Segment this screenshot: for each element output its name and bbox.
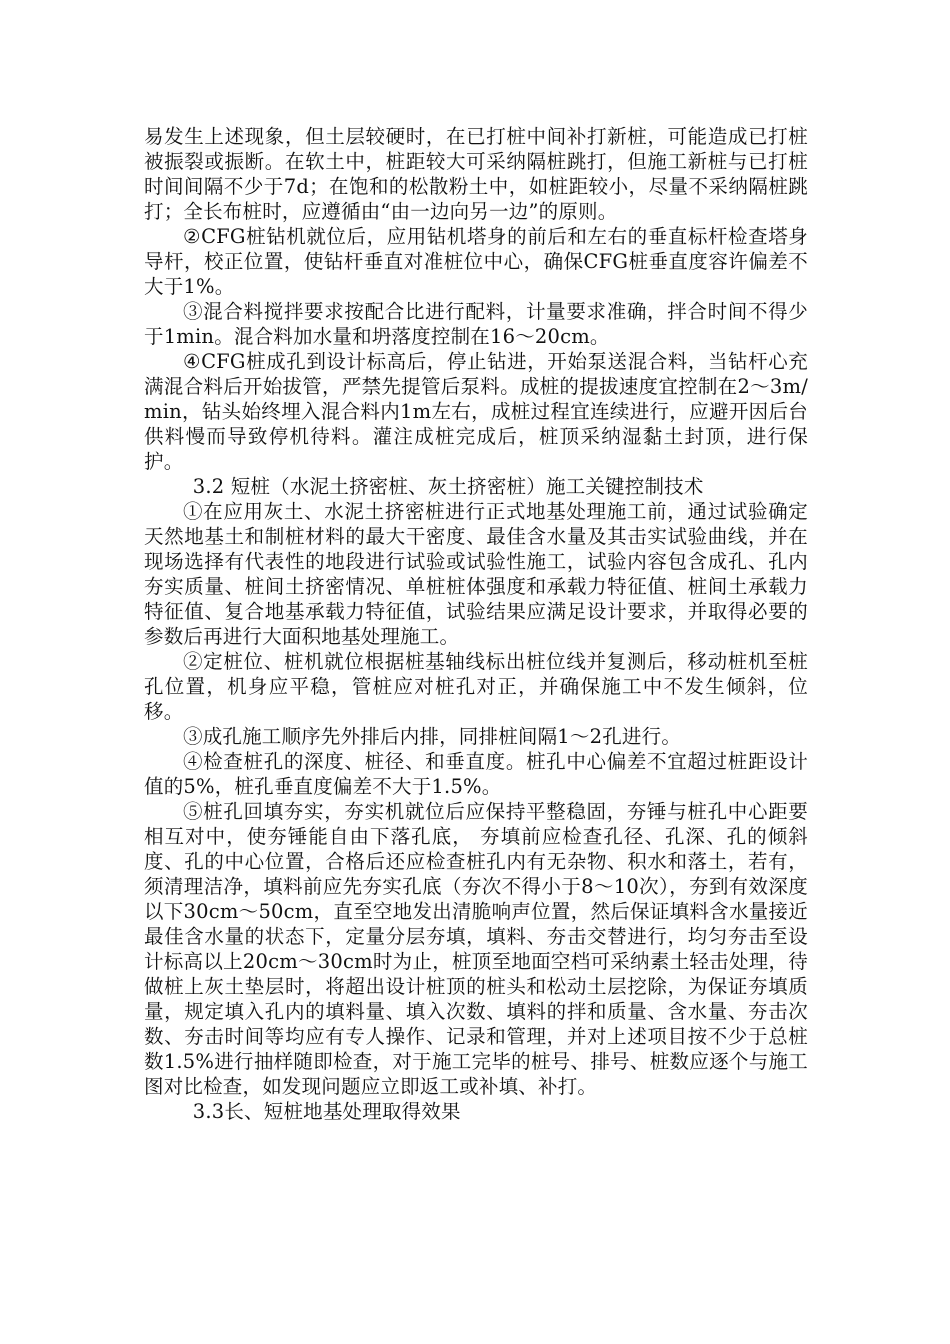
paragraph-item-2: ②CFG桩钻机就位后，应用钻机塔身的前后和左右的垂直标杆检查塔身导杆，校正位置，使钻杆垂直对准桩位中心，确保CFG桩垂直度容许偏差不大于1%。 (144, 225, 808, 298)
section-heading-3-2: 3.2 短桩（水泥土挤密桩、灰土挤密桩）施工关键控制技术 (192, 475, 704, 498)
document-body (144, 124, 808, 1124)
paragraph-item-1: ①在应用灰土、水泥土挤密桩进行正式地基处理施工前，通过试验确定天然地基土和制桩材料的最大干密度、最佳含水量及其击实试验曲线，并在现场选择有代表性的地段进行试验或试验性施工，试验内容包含成孔、孔内夯实质量、桩间土挤密情况、单桩桩体强度和承载力特征值、桩间土承载力特征值、复合地基承载力特征值，试验结果应满足设计要求，并取得必要的参数后再进行大面积地基处理施工。 (144, 500, 808, 648)
paragraph-item-4: ④CFG桩成孔到设计标高后，停止钻进，开始泵送混合料，当钻杆心充满混合料后开始拔管，严禁先提管后泵料。成桩的提拔速度宜控制在2～3m/min，钻头始终埋入混合料内1m左右，成桩过程宜连续进行，应避开因后台供料慢而导致停机待料。灌注成桩完成后，桩顶采纳湿黏土封顶，进行保护。 (144, 350, 808, 473)
paragraph-continuation: 易发生上述现象，但土层较硬时，在已打桩中间补打新桩，可能造成已打桩被振裂或振断。在软土中，桩距较大可采纳隔桩跳打，但施工新桩与已打桩时间间隔不少于7d；在饱和的松散粉土中，如桩距较小，尽量不采纳隔桩跳打；全长布桩时，应遵循由“由一边向另一边”的原则。 (144, 125, 808, 223)
paragraph-item-2b: ②定桩位、桩机就位根据桩基轴线标出桩位线并复测后，移动桩机至桩孔位置，机身应平稳，管桩应对桩孔对正，并确保施工中不发生倾斜，位移。 (144, 650, 808, 723)
paragraph-item-4b: ④检查桩孔的深度、桩径、和垂直度。桩孔中心偏差不宜超过桩距设计值的5%，桩孔垂直度偏差不大于1.5%。 (144, 750, 808, 798)
section-heading-3-3: 3.3长、短桩地基处理取得效果 (192, 1100, 461, 1123)
paragraph-item-3: ③混合料搅拌要求按配合比进行配料，计量要求准确，拌合时间不得少于1min。混合料加水量和坍落度控制在16～20cm。 (144, 300, 808, 348)
paragraph-item-5b: ⑤桩孔回填夯实，夯实机就位后应保持平整稳固，夯锤与桩孔中心距要相互对中，使夯锤能自由下落孔底， 夯填前应检查孔径、孔深、孔的倾斜度、孔的中心位置，合格后还应检查桩孔内有无杂物、积水和落土，若有，须清理洁净，填料前应先夯实孔底（夯次不得小于8～10次），夯到有效深度以下30cm～50cm，直至空地发出清脆响声位置，然后保证填料含水量接近最佳含水量的状态下，定量分层夯填，填料、夯击交替进行，均匀夯击至设计标高以上20cm～30cm时为止，桩顶至地面空档可采纳素土轻击处理，待做桩上灰土垫层时，将超出设计桩顶的桩头和松动土层挖除，为保证夯填质量，规定填入孔内的填料量、填入次数、填料的拌和质量、含水量、夯击次数、夯击时间等均应有专人操作、记录和管理，并对上述项目按不少于总桩数1.5%进行抽样随即检查，对于施工完毕的桩号、排号、桩数应逐个与施工图对比检查，如发现问题应立即返工或补填、补打。 (144, 800, 808, 1098)
paragraph-item-3b: ③成孔施工顺序先外排后内排，同排桩间隔1～2孔进行。 (183, 725, 682, 748)
